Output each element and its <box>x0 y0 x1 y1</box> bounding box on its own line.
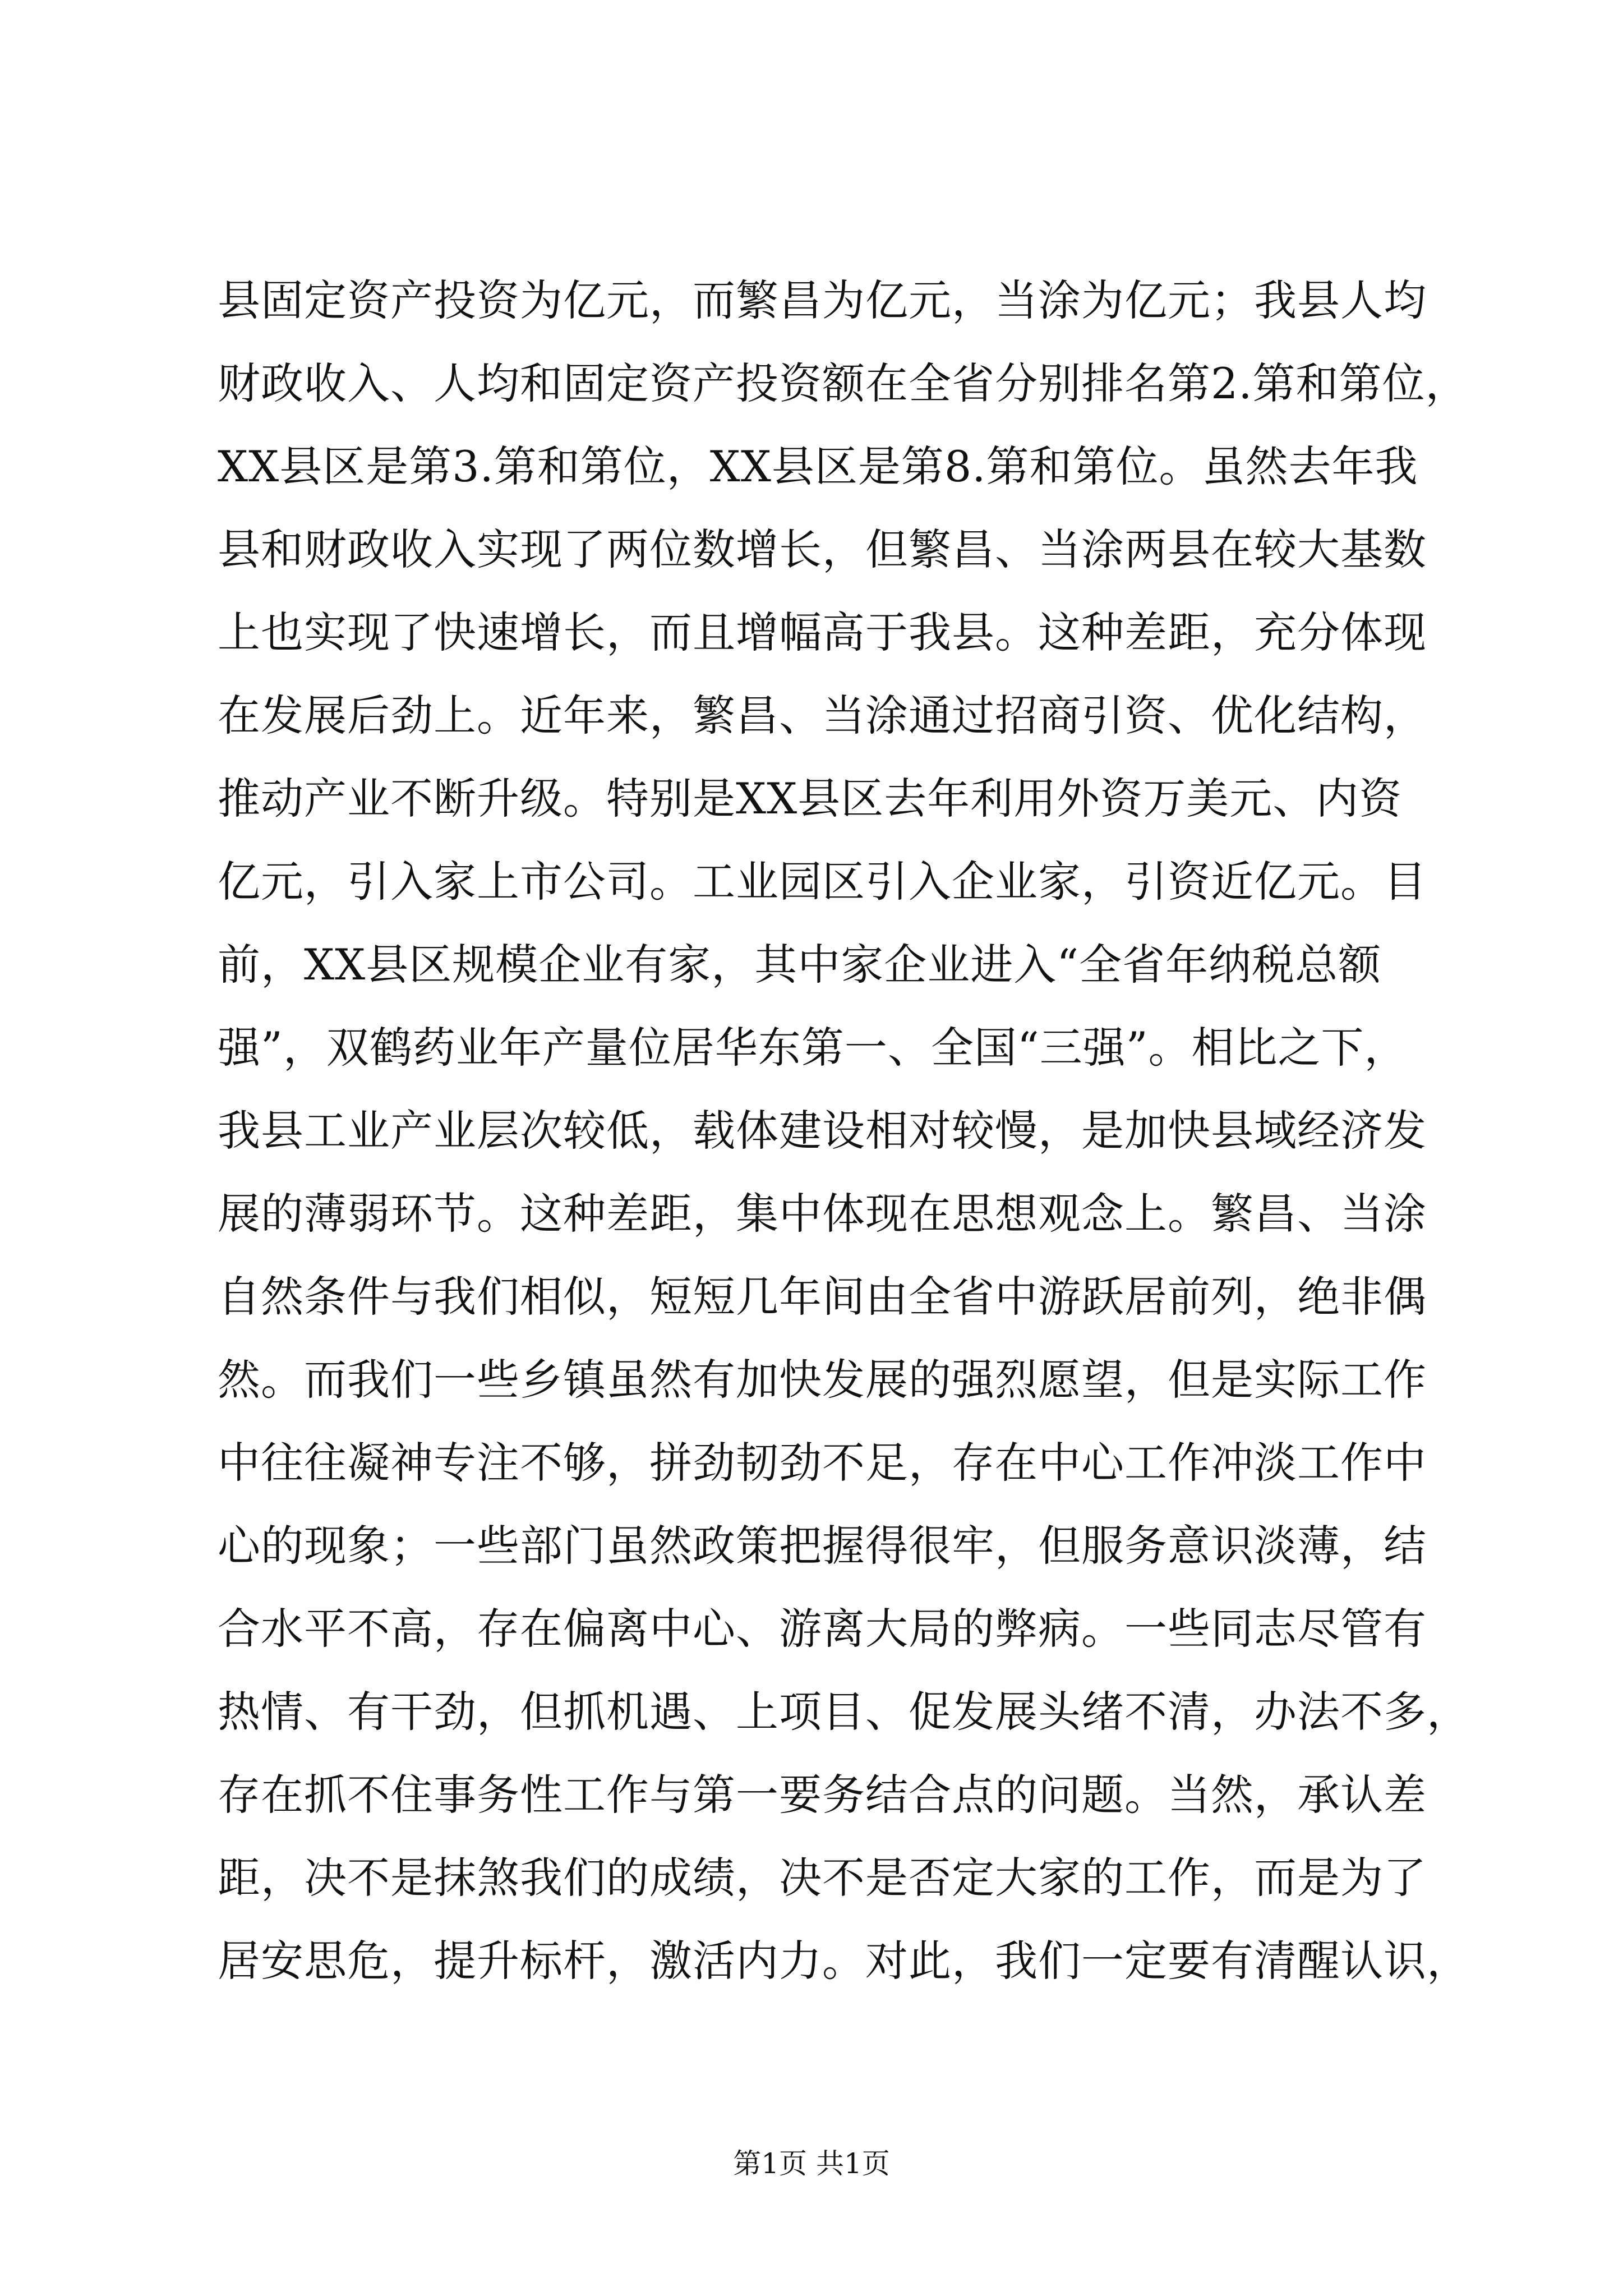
page-footer <box>0 2144 1623 2183</box>
text-line: 热情、有干劲，但抓机遇、上项目、促发展头绪不清，办法不多， <box>218 1687 1470 1737</box>
text-line: 推动产业不断升级。特别是XX县区去年利用外资万美元、内资 <box>218 774 1403 823</box>
text-line: 在发展后劲上。近年来，繁昌、当涂通过招商引资、优化结构， <box>218 691 1427 740</box>
text-line: 心的现象；一些部门虽然政策把握得很牢，但服务意识淡薄，结 <box>218 1521 1427 1571</box>
text-line: 中往往凝神专注不够，拼劲韧劲不足，存在中心工作冲淡工作中 <box>218 1438 1427 1488</box>
text-line: 然。而我们一些乡镇虽然有加快发展的强烈愿望，但是实际工作 <box>218 1355 1427 1405</box>
text-line: 县固定资产投资为亿元，而繁昌为亿元，当涂为亿元；我县人均 <box>218 275 1427 325</box>
page-number-label: 第1页 共1页 <box>733 2147 890 2180</box>
text-line: 上也实现了快速增长，而且增幅高于我县。这种差距，充分体现 <box>218 608 1427 657</box>
text-line: 存在抓不住事务性工作与第一要务结合点的问题。当然，承认差 <box>218 1770 1427 1820</box>
text-line: 亿元，引入家上市公司。工业园区引入企业家，引资近亿元。目 <box>218 857 1427 907</box>
text-line: XX县区是第3.第和第位，XX县区是第8.第和第位。虽然去年我 <box>218 441 1418 491</box>
text-line: 财政收入、人均和固定资产投资额在全省分别排名第2.第和第位， <box>218 358 1469 408</box>
body-text <box>218 259 1468 2003</box>
text-line: 我县工业产业层次较低，载体建设相对较慢，是加快县域经济发 <box>218 1106 1427 1156</box>
text-line: 自然条件与我们相似，短短几年间由全省中游跃居前列，绝非偶 <box>218 1272 1427 1322</box>
text-line: 县和财政收入实现了两位数增长，但繁昌、当涂两县在较大基数 <box>218 524 1427 574</box>
text-line: 居安思危，提升标杆，激活内力。对此，我们一定要有清醒认识， <box>218 1936 1470 1986</box>
text-line: 距，决不是抹煞我们的成绩，决不是否定大家的工作，而是为了 <box>218 1853 1427 1903</box>
text-line: 前，XX县区规模企业有家，其中家企业进入“全省年纳税总额 <box>218 940 1382 990</box>
text-line: 展的薄弱环节。这种差距，集中体现在思想观念上。繁昌、当涂 <box>218 1189 1427 1239</box>
text-line: 合水平不高，存在偏离中心、游离大局的弊病。一些同志尽管有 <box>218 1604 1427 1654</box>
text-line: 强”，双鹤药业年产量位居华东第一、全国“三强”。相比之下， <box>218 1023 1408 1073</box>
